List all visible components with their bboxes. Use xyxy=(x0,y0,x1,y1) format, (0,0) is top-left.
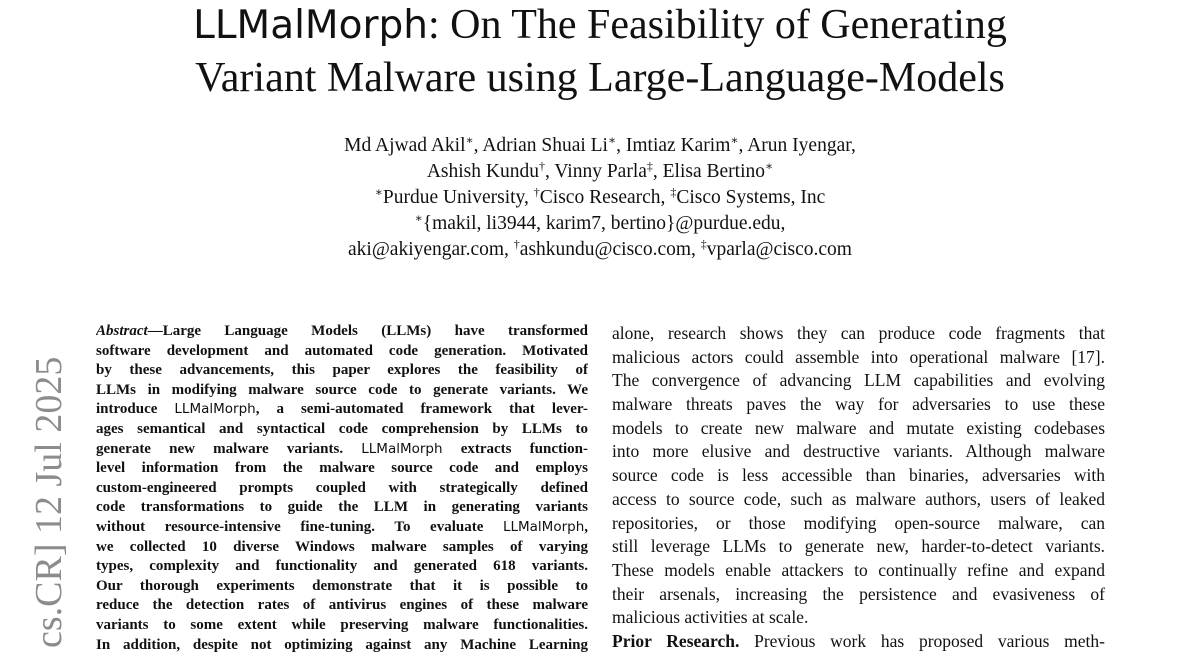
email-row-1 xyxy=(0,211,1200,237)
email: aki@akiyengar.com, xyxy=(348,239,514,260)
affiliation-row xyxy=(0,185,1200,211)
affiliation-mark: † xyxy=(539,159,545,173)
body-line: malicious actors could assemble into operational malware [17]. xyxy=(612,346,1105,370)
abstract-text: , xyxy=(584,519,588,535)
abstract-line: custom-engineered prompts coupled with strategically defined xyxy=(96,479,588,499)
body-line: their arsenals, increasing the persistence and evasiveness of xyxy=(612,583,1105,607)
abstract-line: types, complexity and functionality and generated 618 variants. xyxy=(96,557,588,577)
affiliation-mark: ‡ xyxy=(701,237,707,251)
abstract-line xyxy=(96,518,588,538)
author-name: , Imtiaz Karim xyxy=(616,135,730,156)
body-line: still leverage LLMs to generate new, harder-to-detect variants. xyxy=(612,535,1105,559)
abstract-line: software development and automated code generation. Motivated xyxy=(96,342,588,362)
body-line xyxy=(612,630,1105,654)
body-line: models to create new malware and mutate existing codebases xyxy=(612,417,1105,441)
author-name: , Adrian Shuai Li xyxy=(474,135,608,156)
body-text: Previous work has proposed various meth- xyxy=(739,631,1105,651)
body-line: These models enable attackers to continually refine and expand xyxy=(612,559,1105,583)
body-line: access to source code, such as malware authors, users of leaked xyxy=(612,488,1105,512)
title-line-2: Variant Malware using Large-Language-Models xyxy=(0,53,1200,103)
affiliation-mark: ∗ xyxy=(415,211,423,225)
framework-name: LLMalMorph xyxy=(361,441,442,457)
affiliation: Cisco Research, xyxy=(540,187,671,208)
email: ashkundu@cisco.com, xyxy=(520,239,701,260)
abstract-line xyxy=(96,400,588,420)
abstract-text: without resource-intensive fine-tuning. To evaluate xyxy=(96,519,503,535)
abstract-line: ages semantical and syntactical code comprehension by LLMs to xyxy=(96,420,588,440)
author-name: , Vinny Parla xyxy=(545,161,647,182)
body-line: malicious activities at scale. xyxy=(612,606,1105,630)
affiliation-mark: ∗ xyxy=(608,133,616,147)
author-row-2 xyxy=(0,159,1200,185)
abstract-text: introduce xyxy=(96,401,174,417)
abstract-line xyxy=(96,440,588,460)
arxiv-side-stamp: cs.CR] 12 Jul 2025 xyxy=(28,340,70,648)
affiliation-mark: ∗ xyxy=(375,185,383,199)
title-line-1 xyxy=(0,0,1200,51)
author-row-1 xyxy=(0,133,1200,159)
body-line: malware threats paves the way for adversaries to use these xyxy=(612,393,1105,417)
email-group: {makil, li3944, karim7, bertino}@purdue.edu, xyxy=(423,213,786,234)
body-line: source code is less accessible than binaries, adversaries with xyxy=(612,464,1105,488)
title-line-1-rest: : On The Feasibility of Generating xyxy=(428,2,1007,48)
framework-name: LLMalMorph xyxy=(503,519,584,535)
abstract-line: LLMs in modifying malware source code to generate variants. We xyxy=(96,381,588,401)
abstract-line: reduce the detection rates of antivirus engines of these malware xyxy=(96,596,588,616)
title-framework-name: LLMalMorph xyxy=(193,3,428,48)
affiliation-mark: ‡ xyxy=(670,185,676,199)
affiliation: Purdue University, xyxy=(383,187,534,208)
author-name: , Elisa Bertino xyxy=(653,161,765,182)
author-name: , Arun Iyengar, xyxy=(739,135,856,156)
affiliation-mark: † xyxy=(514,237,520,251)
affiliation: Cisco Systems, Inc xyxy=(676,187,825,208)
body-line: into more elusive and destructive variants. Although malware xyxy=(612,440,1105,464)
affiliation-mark: ‡ xyxy=(647,159,653,173)
affiliation-mark: ∗ xyxy=(730,133,738,147)
affiliation-mark: ∗ xyxy=(466,133,474,147)
author-block xyxy=(0,133,1200,263)
author-name: Ashish Kundu xyxy=(427,161,539,182)
abstract xyxy=(96,322,588,655)
abstract-line xyxy=(96,322,588,342)
abstract-text: generate new malware variants. xyxy=(96,441,361,457)
paragraph-heading-prior-research: Prior Research. xyxy=(612,631,739,651)
abstract-line: code transformations to guide the LLM in generating variants xyxy=(96,498,588,518)
affiliation-mark: † xyxy=(534,185,540,199)
abstract-text: , a semi-automated framework that lever- xyxy=(256,401,588,417)
body-line: alone, research shows they can produce code fragments that xyxy=(612,322,1105,346)
abstract-line: Our thorough experiments demonstrate that it is possible to xyxy=(96,577,588,597)
abstract-text: —Large Language Models (LLMs) have transformed xyxy=(148,323,588,339)
email: vparla@cisco.com xyxy=(707,239,852,260)
email-row-2 xyxy=(0,237,1200,263)
abstract-line: level information from the malware source code and employs xyxy=(96,459,588,479)
body-line: The convergence of advancing LLM capabilities and evolving xyxy=(612,369,1105,393)
abstract-line: variants to some extent while preserving malware functionalities. xyxy=(96,616,588,636)
body-text-right-column xyxy=(612,322,1105,654)
abstract-line: we collected 10 diverse Windows malware samples of varying xyxy=(96,538,588,558)
abstract-text: extracts function- xyxy=(443,441,588,457)
author-name: Md Ajwad Akil xyxy=(344,135,465,156)
abstract-line: In addition, despite not optimizing against any Machine Learning xyxy=(96,636,588,655)
affiliation-mark: ∗ xyxy=(765,159,773,173)
abstract-line: by these advancements, this paper explores the feasibility of xyxy=(96,361,588,381)
body-line: repositories, or those modifying open-source malware, can xyxy=(612,512,1105,536)
abstract-label: Abstract xyxy=(96,323,148,339)
framework-name: LLMalMorph xyxy=(174,401,255,417)
